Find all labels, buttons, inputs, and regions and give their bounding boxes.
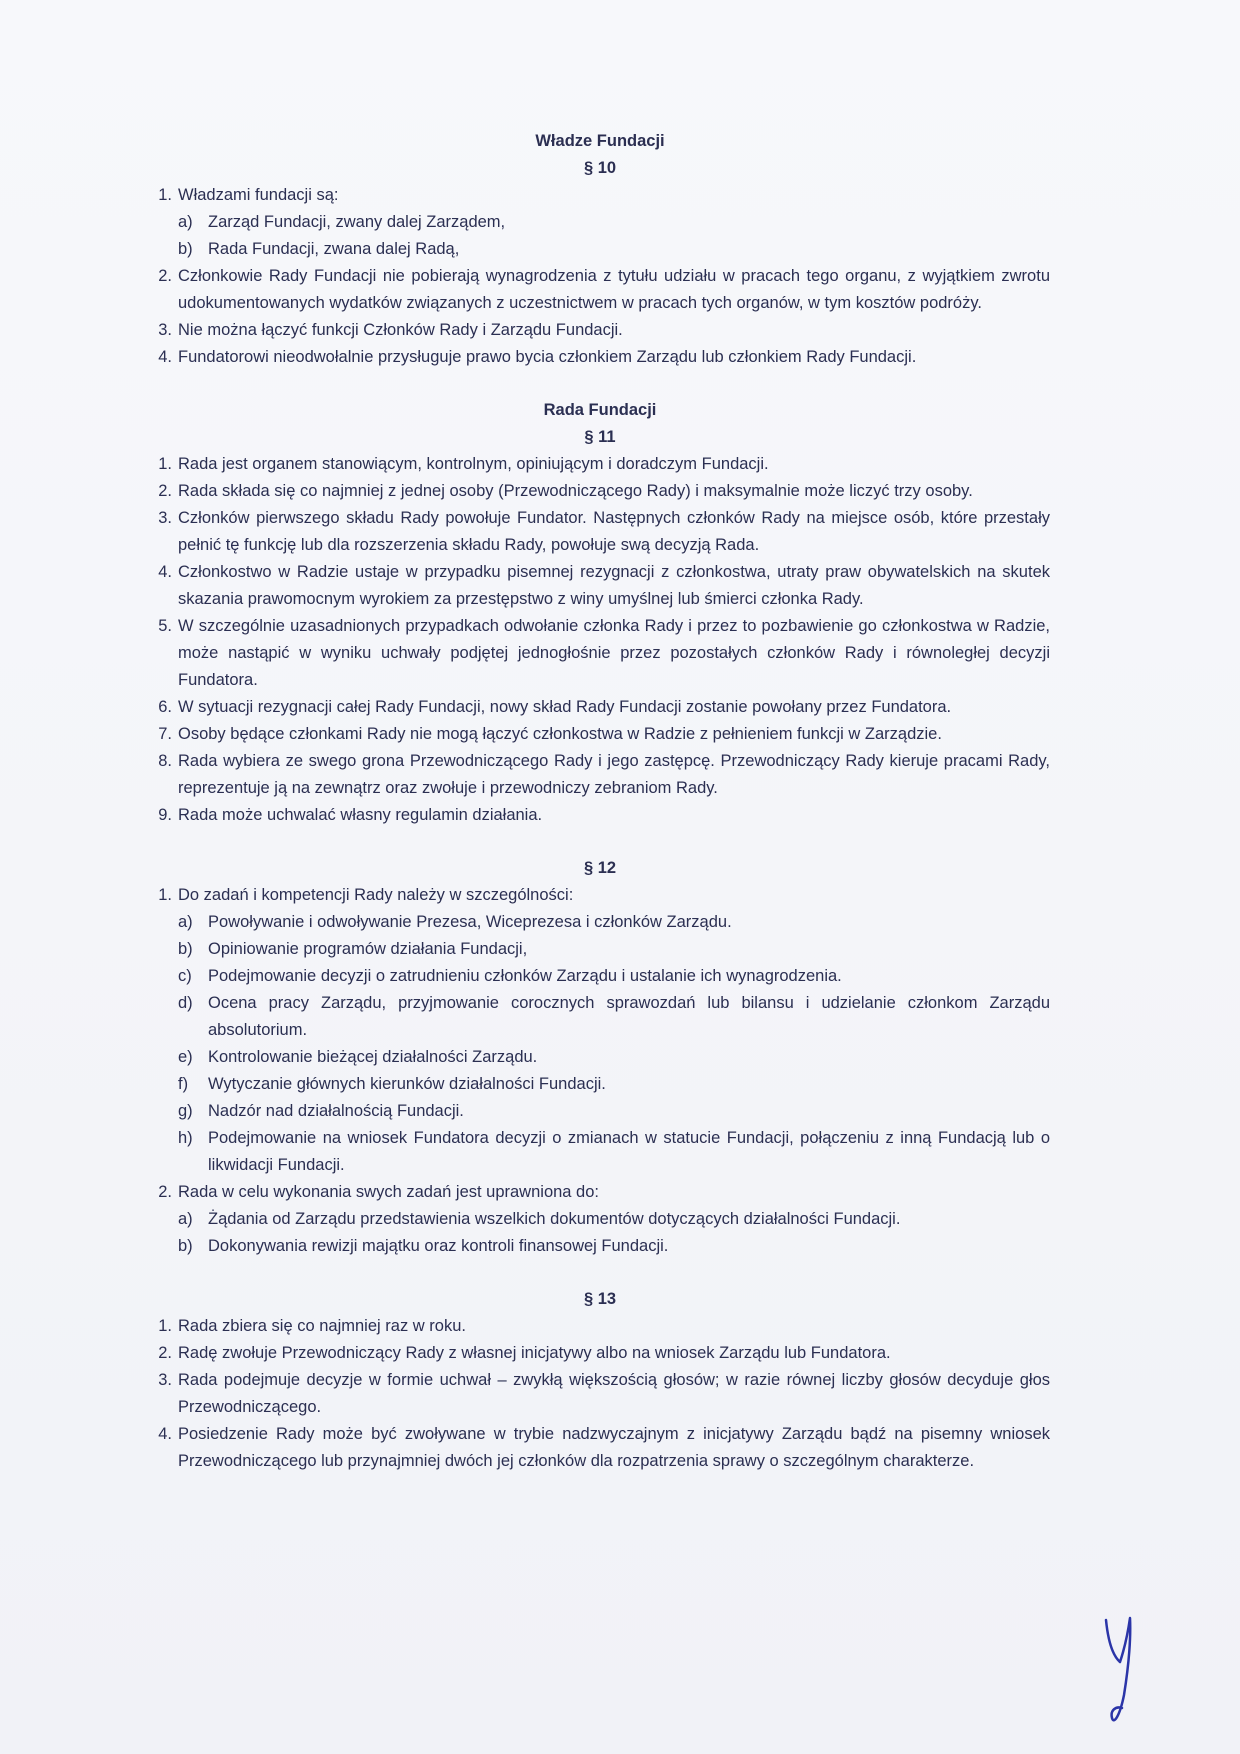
sub-item [178,1233,1050,1260]
sub-text: Rada Fundacji, zwana dalej Radą, [208,240,460,258]
section-13 [150,1286,1050,1475]
list-item [150,1179,1050,1260]
paragraph-number: § 11 [584,428,616,446]
item-number: 1. [158,1317,172,1335]
list-item [150,748,1050,802]
list-item [150,1340,1050,1367]
list-item [150,882,1050,1179]
item-text: Nie można łączyć funkcji Członków Rady i Zarządu Fundacji. [178,321,623,339]
sub-list [178,909,1050,1179]
item-number: 2. [158,1344,172,1362]
list-item [150,721,1050,748]
item-text: Władzami fundacji są: [178,186,339,204]
list-item [150,317,1050,344]
sub-letter: a) [178,1210,193,1228]
sub-text: Zarząd Fundacji, zwany dalej Zarządem, [208,213,506,231]
section-10-list [150,182,1050,371]
item-text: Posiedzenie Rady może być zwoływane w trybie nadzwyczajnym z inicjatywy Zarządu bądź na pisemny wniosek Przewodniczącego lub przynajmniej dwóch jej członków dla rozpatrzenia sprawy o szczególnym charakterze. [178,1425,1050,1470]
item-text: Rada składa się co najmniej z jednej osoby (Przewodniczącego Rady) i maksymalnie może liczyć trzy osoby. [178,482,973,500]
item-number: 1. [158,186,172,204]
sub-text: Żądania od Zarządu przedstawienia wszelkich dokumentów dotyczących działalności Fundacji. [208,1210,901,1228]
item-text: Członków pierwszego składu Rady powołuje Fundator. Następnych członków Rady na miejsce osób, które przestały pełnić tę funkcję lub dla rozszerzenia składu Rady, powołuje swą decyzją Rada. [178,509,1050,554]
item-text: Fundatorowi nieodwołalnie przysługuje prawo bycia członkiem Zarządu lub członkiem Rady Fundacji. [178,348,917,366]
item-number: 3. [158,321,172,339]
section-12 [150,855,1050,1260]
section-10 [150,128,1050,371]
sub-letter: b) [178,940,193,958]
list-item [150,505,1050,559]
sub-letter: d) [178,994,193,1012]
sub-letter: f) [178,1075,189,1093]
list-item [150,613,1050,694]
sub-item [178,1206,1050,1233]
sub-list [178,209,1050,263]
sub-list [178,1206,1050,1260]
sub-item [178,1098,1050,1125]
sub-letter: b) [178,240,193,258]
sub-text: Powoływanie i odwoływanie Prezesa, Wiceprezesa i członków Zarządu. [208,913,732,931]
item-number: 6. [158,698,172,716]
sub-item [178,1071,1050,1098]
item-text: Rada zbiera się co najmniej raz w roku. [178,1317,466,1335]
item-number: 3. [158,1371,172,1389]
list-item [150,182,1050,263]
sub-text: Opiniowanie programów działania Fundacji, [208,940,528,958]
item-text: Członkostwo w Radzie ustaje w przypadku pisemnej rezygnacji z członkostwa, utraty praw obywatelskich na skutek skazania prawomocnym wyrokiem za przestępstwo z winy umyślnej lub śmierci członka Rady. [178,563,1050,608]
item-text: Rada w celu wykonania swych zadań jest uprawniona do: [178,1183,599,1201]
item-number: 1. [158,455,172,473]
list-item [150,1367,1050,1421]
handwritten-signature [1100,1610,1140,1730]
sub-letter: a) [178,213,193,231]
item-number: 9. [158,806,172,824]
sub-letter: c) [178,967,192,985]
section-11-list [150,451,1050,829]
sub-text: Kontrolowanie bieżącej działalności Zarządu. [208,1048,538,1066]
sub-item [178,963,1050,990]
sub-text: Ocena pracy Zarządu, przyjmowanie corocznych sprawozdań lub bilansu i udzielanie członkom Zarządu absolutorium. [208,994,1050,1039]
section-13-list [150,1313,1050,1475]
list-item [150,1313,1050,1340]
sub-item [178,909,1050,936]
item-number: 4. [158,348,172,366]
item-number: 4. [158,563,172,581]
sub-item [178,236,1050,263]
item-text: Do zadań i kompetencji Rady należy w szczególności: [178,886,574,904]
item-number: 4. [158,1425,172,1443]
item-text: W szczególnie uzasadnionych przypadkach odwołanie członka Rady i przez to pozbawienie go członkostwa w Radzie, może nastąpić w wyniku uchwały podjętej jednogłośnie przez pozostałych członków Rady i równoległej decyzji Fundatora. [178,617,1050,689]
list-item [150,802,1050,829]
list-item [150,559,1050,613]
list-item [150,1421,1050,1475]
sub-item [178,1044,1050,1071]
item-text: W sytuacji rezygnacji całej Rady Fundacji, nowy skład Rady Fundacji zostanie powołany przez Fundatora. [178,698,952,716]
sub-letter: h) [178,1129,193,1147]
item-text: Rada podejmuje decyzje w formie uchwał – zwykłą większością głosów; w razie równej liczby głosów decyduje głos Przewodniczącego. [178,1371,1050,1416]
list-item [150,694,1050,721]
sub-text: Podejmowanie na wniosek Fundatora decyzji o zmianach w statucie Fundacji, połączeniu z inną Fundacją lub o likwidacji Fundacji. [208,1129,1050,1174]
section-12-list [150,882,1050,1260]
sub-text: Podejmowanie decyzji o zatrudnieniu członków Zarządu i ustalanie ich wynagrodzenia. [208,967,842,985]
item-number: 2. [158,267,172,285]
item-text: Członkowie Rady Fundacji nie pobierają wynagrodzenia z tytułu udziału w pracach tego organu, z wyjątkiem zwrotu udokumentowanych wydatków związanych z uczestnictwem w pracach tych organów, w tym kosztów podróży. [178,267,1050,312]
item-number: 5. [158,617,172,635]
paragraph-number: § 13 [583,1290,617,1308]
list-item [150,451,1050,478]
paragraph-number: § 12 [583,859,617,877]
item-text: Rada wybiera ze swego grona Przewodniczącego Rady i jego zastępcę. Przewodniczący Rady kieruje pracami Rady, reprezentuje ją na zewnątrz oraz zwołuje i przewodniczy zebraniom Rady. [178,752,1050,797]
sub-letter: a) [178,913,193,931]
item-number: 8. [158,752,172,770]
item-text: Radę zwołuje Przewodniczący Rady z własnej inicjatywy albo na wniosek Zarządu lub Fundatora. [178,1344,891,1362]
item-number: 3. [158,509,172,527]
item-number: 7. [158,725,172,743]
document-content [150,128,1050,1501]
list-item [150,478,1050,505]
sub-item [178,209,1050,236]
item-text: Rada może uchwalać własny regulamin działania. [178,806,543,824]
item-number: 2. [158,482,172,500]
sub-item [178,1125,1050,1179]
section-title: Rada Fundacji [543,401,657,419]
item-text: Rada jest organem stanowiącym, kontrolnym, opiniującym i doradczym Fundacji. [178,455,769,473]
item-number: 2. [158,1183,172,1201]
sub-letter: g) [178,1102,193,1120]
item-text: Osoby będące członkami Rady nie mogą łączyć członkostwa w Radzie z pełnieniem funkcji w Zarządzie. [178,725,942,743]
paragraph-number: § 10 [583,159,617,177]
sub-letter: b) [178,1237,193,1255]
sub-text: Wytyczanie głównych kierunków działalności Fundacji. [208,1075,606,1093]
section-title: Władze Fundacji [535,132,665,150]
list-item [150,263,1050,317]
sub-letter: e) [178,1048,193,1066]
sub-text: Nadzór nad działalnością Fundacji. [208,1102,464,1120]
list-item [150,344,1050,371]
sub-text: Dokonywania rewizji majątku oraz kontroli finansowej Fundacji. [208,1237,669,1255]
item-number: 1. [158,886,172,904]
sub-item [178,990,1050,1044]
section-11 [150,397,1050,829]
sub-item [178,936,1050,963]
